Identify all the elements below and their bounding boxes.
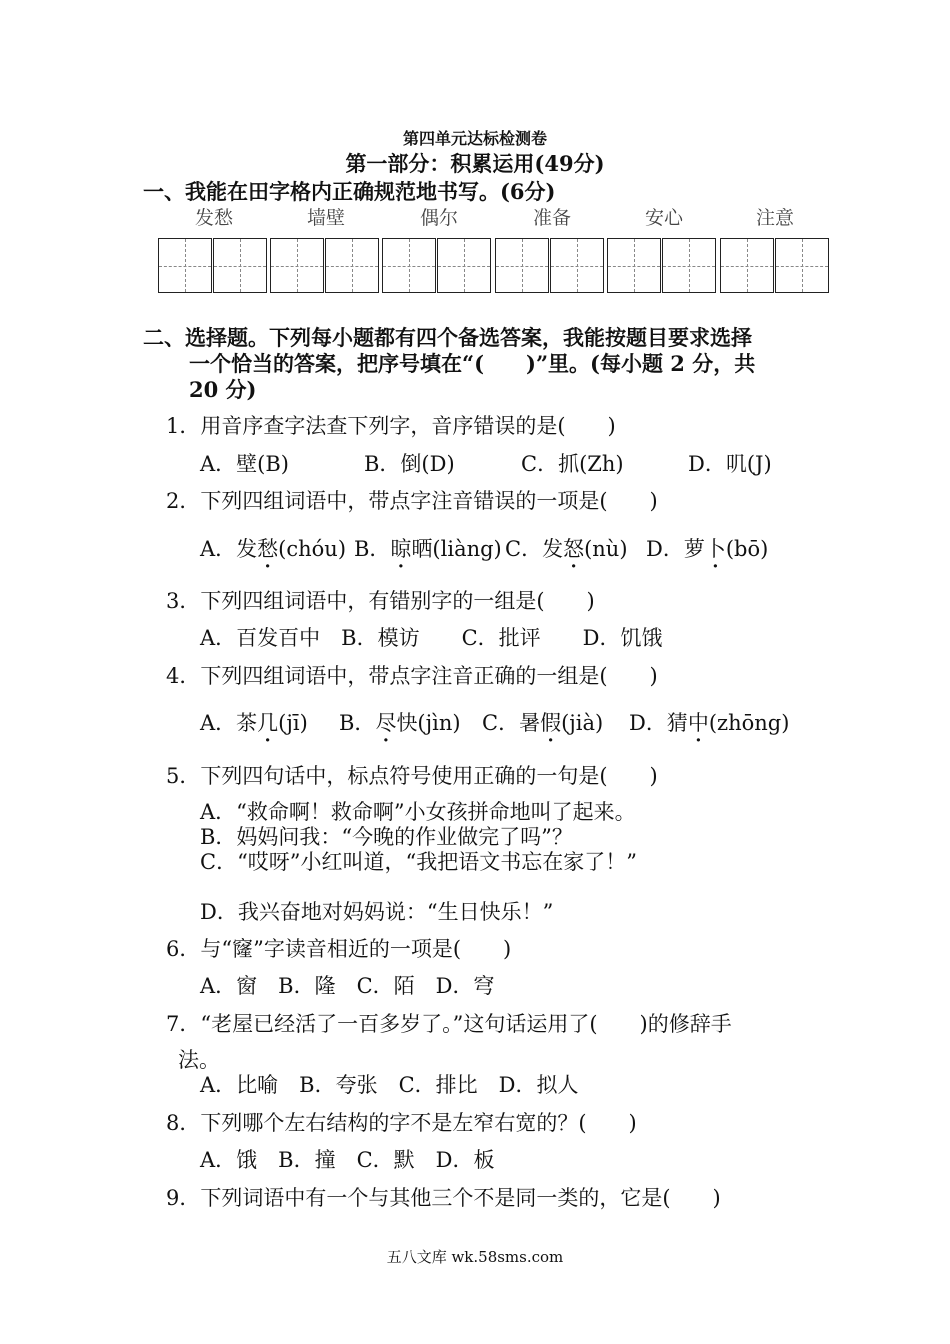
q8-options[interactable]: A．饿 B．撞 C．默 D．板 [200,1148,495,1172]
q5-option-d[interactable]: D．我兴奋地对妈妈说：“生日快乐！” [200,900,554,924]
writing-word: 注意 [755,207,794,229]
section2-heading-line3: 20 分) [189,377,257,402]
question-4: 4．下列四组词语中，带点字注音正确的一组是( ) [166,664,658,688]
q4-option-b[interactable] [339,707,461,737]
writing-word: 墙壁 [306,207,345,229]
writing-word: 偶尔 [419,207,458,229]
q4-b-prefix: B． [339,711,376,735]
q7-options[interactable]: A．比喻 B．夸张 C．排比 D．拟人 [200,1073,579,1097]
question-2: 2．下列四组词语中，带点字注音错误的一项是( ) [166,489,658,513]
q4-option-c[interactable] [482,707,603,737]
q2-c-pinyin: (nù) [584,537,628,561]
q4-option-a[interactable] [200,707,308,737]
question-3: 3．下列四组词语中，有错别字的一组是( ) [166,589,595,613]
tianzige-cell[interactable] [775,238,829,293]
tianzige-cell[interactable] [550,238,604,293]
q4-d-prefix: D．猜 [629,711,688,735]
tianzige-cell[interactable] [213,238,267,293]
q4-d-pinyin: (zhōng) [708,711,790,735]
question-7-cont: 法。 [178,1048,220,1072]
tianzige-cell[interactable] [158,238,212,293]
tianzige-cell[interactable] [662,238,716,293]
q2-a-dotted-char: 愁 [257,537,279,561]
q2-option-c[interactable] [505,533,628,563]
q4-c-dotted-char: 假 [540,711,562,735]
q1-option-c[interactable]: C．抓(Zh) [521,452,624,476]
q4-b-dotted-char: 尽 [375,711,397,735]
q2-option-d[interactable] [646,533,768,563]
tianzige-cell[interactable] [382,238,436,293]
q2-d-prefix: D．萝 [646,537,705,561]
question-7: 7．“老屋已经活了一百多岁了。”这句话运用了( )的修辞手 [166,1012,732,1036]
q4-d-dotted-char: 中 [687,711,709,735]
q2-b-dotted-char: 晾 [390,537,412,561]
q2-d-dotted-char: 卜 [704,537,726,561]
tianzige-cell[interactable] [270,238,324,293]
q4-a-pinyin: (jī) [278,711,308,735]
question-6: 6．与“窿”字读音相近的一项是( ) [166,937,512,961]
q4-c-pinyin: (jià) [561,711,604,735]
q4-c-prefix: C．暑 [482,711,541,735]
q5-option-c[interactable]: C．“哎呀”小红叫道，“我把语文书忘在家了！” [200,850,638,874]
question-8: 8．下列哪个左右结构的字不是左窄右宽的？( ) [166,1111,637,1135]
question-5: 5．下列四句话中，标点符号使用正确的一句是( ) [166,764,658,788]
q6-options[interactable]: A．窗 B．隆 C．陌 D．穹 [200,974,495,998]
q2-b-pinyin: 晒(liàng) [411,537,502,561]
question-1: 1．用音序查字法查下列字，音序错误的是( ) [166,414,616,438]
tianzige-cell[interactable] [437,238,491,293]
tianzige-cell[interactable] [325,238,379,293]
q2-a-prefix: A．发 [200,537,258,561]
q1-option-a[interactable]: A．壁(B) [200,452,289,476]
q5-option-b[interactable]: B．妈妈问我：“今晚的作业做完了吗”？ [200,825,573,849]
writing-word: 准备 [532,207,571,229]
q2-option-a[interactable] [200,533,346,563]
page-footer: 五八文库 wk.58sms.com [386,1248,564,1266]
q4-a-dotted-char: 几 [257,711,279,735]
page-title: 第四单元达标检测卷 [402,129,547,148]
q2-option-b[interactable] [354,533,502,563]
section1-heading: 一、我能在田字格内正确规范地书写。(6分) [143,179,556,204]
writing-word: 发愁 [194,207,233,229]
q4-option-d[interactable] [629,707,789,737]
q2-a-pinyin: (chóu) [278,537,347,561]
tianzige-cell[interactable] [607,238,661,293]
q4-a-prefix: A．茶 [200,711,258,735]
q1-option-d[interactable]: D．叽(J) [688,452,772,476]
q2-c-prefix: C．发 [505,537,564,561]
question-9: 9．下列词语中有一个与其他三个不是同一类的，它是( ) [166,1186,721,1210]
writing-word: 安心 [644,207,683,229]
q1-option-b[interactable]: B．倒(D) [364,452,455,476]
q3-options[interactable]: A．百发百中 B．模访 C．批评 D．饥饿 [200,626,663,650]
q5-option-a[interactable]: A．“救命啊！救命啊”小女孩拼命地叫了起来。 [200,800,636,824]
part-heading: 第一部分：积累运用(49分) [345,151,605,176]
q4-b-pinyin: 快(jìn) [396,711,461,735]
q2-b-prefix: B． [354,537,391,561]
q2-c-dotted-char: 怒 [563,537,585,561]
section2-heading-line2: 一个恰当的答案，把序号填在“( )”里。(每小题 2 分，共 [189,351,756,376]
section2-heading: 二、选择题。下列每小题都有四个备选答案，我能按题目要求选择 [143,325,752,350]
q2-d-pinyin: (bō) [725,537,769,561]
tianzige-cell[interactable] [720,238,774,293]
tianzige-cell[interactable] [495,238,549,293]
